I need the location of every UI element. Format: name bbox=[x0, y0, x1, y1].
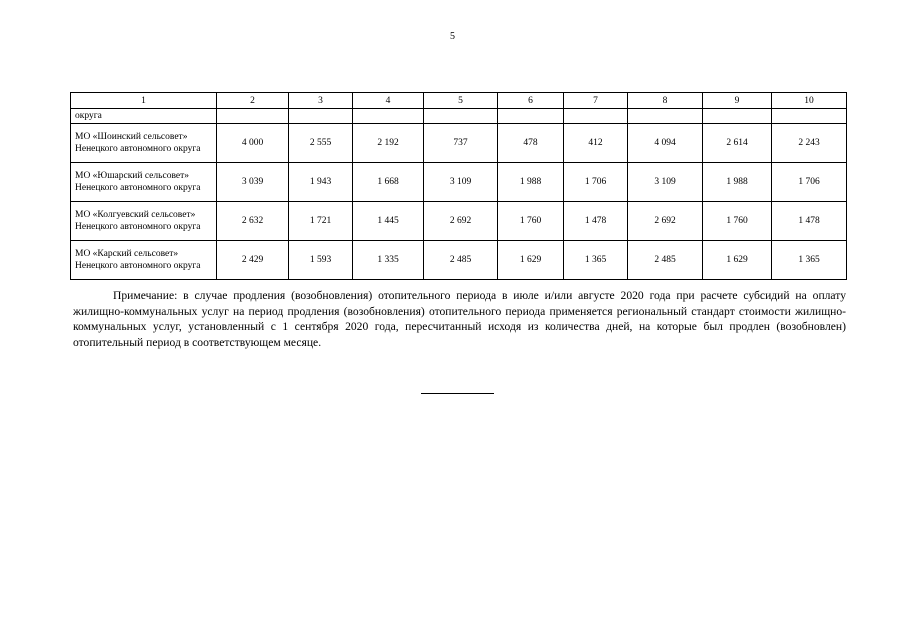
table-cell: 1 478 bbox=[564, 202, 628, 241]
column-header: 3 bbox=[289, 93, 353, 109]
continuation-row bbox=[71, 109, 847, 124]
table-cell: 2 485 bbox=[424, 241, 498, 280]
table-cell: 1 668 bbox=[353, 163, 424, 202]
row-name: округа bbox=[71, 109, 217, 124]
note-paragraph: Примечание: в случае продления (возобновления) отопительного периода в июле и/или августе 2020 года при расчете субсидий на оплату жилищно-коммунальных услуг на период продления (возобновления) отопительного периода применяется региональный стандарт стоимости жилищно-коммунальных услуг, установленный с 1 сентября 2020 года, пересчитанный исходя из количества дней, на которые был продлен (возобновлен) отопительный период в соответствующем месяце. bbox=[73, 289, 846, 349]
column-header: 2 bbox=[217, 93, 289, 109]
table-cell: 1 760 bbox=[703, 202, 772, 241]
end-divider bbox=[421, 393, 494, 394]
table-cell: 4 000 bbox=[217, 124, 289, 163]
table-cell bbox=[772, 109, 847, 124]
table-cell: 1 365 bbox=[772, 241, 847, 280]
table-row bbox=[71, 202, 847, 241]
row-name: МО «Колгуевский сельсовет» Ненецкого автономного округа bbox=[71, 202, 217, 241]
table-cell: 2 614 bbox=[703, 124, 772, 163]
data-table bbox=[70, 92, 847, 280]
table-cell: 1 365 bbox=[564, 241, 628, 280]
table-cell: 2 692 bbox=[628, 202, 703, 241]
column-header: 10 bbox=[772, 93, 847, 109]
table-cell: 1 988 bbox=[703, 163, 772, 202]
table-cell: 1 706 bbox=[564, 163, 628, 202]
table-cell: 2 692 bbox=[424, 202, 498, 241]
column-header: 6 bbox=[498, 93, 564, 109]
table-row bbox=[71, 241, 847, 280]
table-cell: 4 094 bbox=[628, 124, 703, 163]
table-row bbox=[71, 163, 847, 202]
table-cell: 1 943 bbox=[289, 163, 353, 202]
column-header: 1 bbox=[71, 93, 217, 109]
table-cell: 1 478 bbox=[772, 202, 847, 241]
table-cell: 1 335 bbox=[353, 241, 424, 280]
table-cell bbox=[217, 109, 289, 124]
column-header: 7 bbox=[564, 93, 628, 109]
table-cell: 1 629 bbox=[498, 241, 564, 280]
row-name: МО «Карский сельсовет» Ненецкого автономного округа bbox=[71, 241, 217, 280]
table-cell bbox=[564, 109, 628, 124]
page-number: 5 bbox=[450, 31, 455, 42]
column-header: 5 bbox=[424, 93, 498, 109]
table-cell: 1 629 bbox=[703, 241, 772, 280]
table-cell: 412 bbox=[564, 124, 628, 163]
table-cell bbox=[628, 109, 703, 124]
table-cell: 1 706 bbox=[772, 163, 847, 202]
table-cell: 1 445 bbox=[353, 202, 424, 241]
table-cell bbox=[498, 109, 564, 124]
column-header: 9 bbox=[703, 93, 772, 109]
header-row bbox=[71, 93, 847, 109]
row-name: МО «Шоинский сельсовет» Ненецкого автономного округа bbox=[71, 124, 217, 163]
table-cell: 1 988 bbox=[498, 163, 564, 202]
table-cell: 2 429 bbox=[217, 241, 289, 280]
table-cell: 2 243 bbox=[772, 124, 847, 163]
column-header: 8 bbox=[628, 93, 703, 109]
table-cell: 1 760 bbox=[498, 202, 564, 241]
table-cell: 1 721 bbox=[289, 202, 353, 241]
table-cell: 2 485 bbox=[628, 241, 703, 280]
table-cell: 2 632 bbox=[217, 202, 289, 241]
table-cell bbox=[353, 109, 424, 124]
table-cell bbox=[424, 109, 498, 124]
table-cell bbox=[703, 109, 772, 124]
table-cell: 3 109 bbox=[628, 163, 703, 202]
table-cell: 3 109 bbox=[424, 163, 498, 202]
table-cell: 478 bbox=[498, 124, 564, 163]
table-body bbox=[71, 93, 847, 280]
table-cell bbox=[289, 109, 353, 124]
table-row bbox=[71, 124, 847, 163]
table-cell: 1 593 bbox=[289, 241, 353, 280]
table-cell: 3 039 bbox=[217, 163, 289, 202]
table-cell: 2 555 bbox=[289, 124, 353, 163]
row-name: МО «Юшарский сельсовет» Ненецкого автономного округа bbox=[71, 163, 217, 202]
table-cell: 737 bbox=[424, 124, 498, 163]
table-cell: 2 192 bbox=[353, 124, 424, 163]
column-header: 4 bbox=[353, 93, 424, 109]
